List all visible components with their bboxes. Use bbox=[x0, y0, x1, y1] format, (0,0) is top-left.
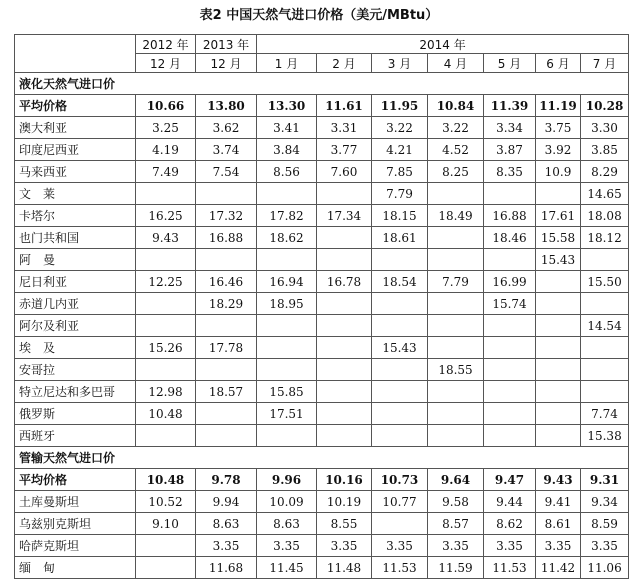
price-cell: 16.25 bbox=[136, 205, 196, 227]
price-cell: 11.53 bbox=[484, 557, 536, 579]
price-cell: 8.62 bbox=[484, 513, 536, 535]
price-cell bbox=[196, 403, 257, 425]
price-cell: 11.48 bbox=[317, 557, 372, 579]
price-cell bbox=[257, 183, 317, 205]
price-cell: 9.47 bbox=[484, 469, 536, 491]
country-row bbox=[15, 513, 629, 535]
price-cell: 18.08 bbox=[581, 205, 629, 227]
price-cell: 9.96 bbox=[257, 469, 317, 491]
price-cell: 8.61 bbox=[536, 513, 581, 535]
price-cell bbox=[536, 403, 581, 425]
price-cell: 9.94 bbox=[196, 491, 257, 513]
price-cell bbox=[536, 315, 581, 337]
price-cell: 15.50 bbox=[581, 271, 629, 293]
price-cell: 9.44 bbox=[484, 491, 536, 513]
price-cell bbox=[428, 293, 484, 315]
price-cell bbox=[581, 249, 629, 271]
average-price-label: 平均价格 bbox=[15, 469, 136, 491]
price-cell bbox=[536, 271, 581, 293]
price-cell bbox=[372, 359, 428, 381]
gas-price-table bbox=[14, 34, 629, 579]
price-cell: 3.35 bbox=[372, 535, 428, 557]
price-cell: 17.82 bbox=[257, 205, 317, 227]
price-cell bbox=[136, 359, 196, 381]
country-name: 西班牙 bbox=[15, 425, 136, 447]
country-name: 马来西亚 bbox=[15, 161, 136, 183]
country-row bbox=[15, 249, 629, 271]
country-name: 特立尼达和多巴哥 bbox=[15, 381, 136, 403]
price-cell bbox=[136, 315, 196, 337]
price-cell: 18.49 bbox=[428, 205, 484, 227]
country-name: 卡塔尔 bbox=[15, 205, 136, 227]
price-cell: 3.35 bbox=[484, 535, 536, 557]
country-row bbox=[15, 139, 629, 161]
country-row bbox=[15, 293, 629, 315]
price-cell: 9.34 bbox=[581, 491, 629, 513]
price-cell: 18.15 bbox=[372, 205, 428, 227]
price-cell bbox=[484, 359, 536, 381]
price-cell: 18.29 bbox=[196, 293, 257, 315]
price-cell bbox=[372, 315, 428, 337]
price-cell bbox=[536, 359, 581, 381]
price-cell: 3.85 bbox=[581, 139, 629, 161]
price-cell: 4.52 bbox=[428, 139, 484, 161]
price-cell bbox=[196, 249, 257, 271]
price-cell: 11.61 bbox=[317, 95, 372, 117]
table-body bbox=[15, 35, 629, 579]
price-cell: 10.48 bbox=[136, 403, 196, 425]
header-month: 12 月 bbox=[196, 54, 257, 73]
price-cell: 14.65 bbox=[581, 183, 629, 205]
price-cell: 4.21 bbox=[372, 139, 428, 161]
section-header-row bbox=[15, 73, 629, 95]
price-cell: 18.61 bbox=[372, 227, 428, 249]
price-cell: 3.34 bbox=[484, 117, 536, 139]
price-cell: 10.48 bbox=[136, 469, 196, 491]
price-cell bbox=[317, 227, 372, 249]
price-cell: 11.45 bbox=[257, 557, 317, 579]
price-cell: 12.98 bbox=[136, 381, 196, 403]
country-name: 缅 甸 bbox=[15, 557, 136, 579]
country-row bbox=[15, 381, 629, 403]
country-name: 也门共和国 bbox=[15, 227, 136, 249]
country-name: 埃 及 bbox=[15, 337, 136, 359]
country-row bbox=[15, 535, 629, 557]
price-cell: 8.25 bbox=[428, 161, 484, 183]
price-cell: 17.61 bbox=[536, 205, 581, 227]
country-row bbox=[15, 557, 629, 579]
price-cell: 10.66 bbox=[136, 95, 196, 117]
price-cell bbox=[136, 249, 196, 271]
price-cell bbox=[484, 381, 536, 403]
price-cell bbox=[428, 337, 484, 359]
country-row bbox=[15, 359, 629, 381]
price-cell bbox=[484, 403, 536, 425]
price-cell bbox=[428, 249, 484, 271]
country-row bbox=[15, 227, 629, 249]
price-cell: 10.77 bbox=[372, 491, 428, 513]
header-year-2014: 2014 年 bbox=[257, 35, 629, 54]
price-cell bbox=[372, 381, 428, 403]
country-row bbox=[15, 205, 629, 227]
price-cell: 8.63 bbox=[257, 513, 317, 535]
price-cell: 10.09 bbox=[257, 491, 317, 513]
price-cell bbox=[196, 425, 257, 447]
country-name: 哈萨克斯坦 bbox=[15, 535, 136, 557]
price-cell: 9.41 bbox=[536, 491, 581, 513]
price-cell: 3.92 bbox=[536, 139, 581, 161]
price-cell: 10.73 bbox=[372, 469, 428, 491]
header-month: 3 月 bbox=[372, 54, 428, 73]
price-cell: 9.58 bbox=[428, 491, 484, 513]
country-name: 安哥拉 bbox=[15, 359, 136, 381]
price-cell: 3.77 bbox=[317, 139, 372, 161]
price-cell: 11.53 bbox=[372, 557, 428, 579]
price-cell bbox=[428, 381, 484, 403]
price-cell bbox=[484, 315, 536, 337]
price-cell bbox=[536, 293, 581, 315]
price-cell: 16.78 bbox=[317, 271, 372, 293]
price-cell bbox=[257, 337, 317, 359]
price-cell: 3.84 bbox=[257, 139, 317, 161]
price-cell: 11.59 bbox=[428, 557, 484, 579]
price-cell bbox=[372, 425, 428, 447]
price-cell bbox=[136, 557, 196, 579]
price-cell: 7.49 bbox=[136, 161, 196, 183]
price-cell bbox=[317, 359, 372, 381]
country-row bbox=[15, 315, 629, 337]
price-cell: 7.85 bbox=[372, 161, 428, 183]
country-name: 澳大利亚 bbox=[15, 117, 136, 139]
price-cell: 14.54 bbox=[581, 315, 629, 337]
price-cell: 8.59 bbox=[581, 513, 629, 535]
price-cell: 18.57 bbox=[196, 381, 257, 403]
price-cell: 18.54 bbox=[372, 271, 428, 293]
price-cell: 17.78 bbox=[196, 337, 257, 359]
price-cell: 11.39 bbox=[484, 95, 536, 117]
price-cell: 15.74 bbox=[484, 293, 536, 315]
table-title: 表2 中国天然气进口价格（美元/MBtu） bbox=[199, 8, 439, 23]
section-label: 液化天然气进口价 bbox=[15, 73, 629, 95]
price-cell bbox=[428, 403, 484, 425]
price-cell bbox=[136, 425, 196, 447]
average-price-row bbox=[15, 469, 629, 491]
section-label: 管输天然气进口价 bbox=[15, 447, 629, 469]
price-cell bbox=[484, 183, 536, 205]
price-cell: 3.22 bbox=[428, 117, 484, 139]
price-cell bbox=[136, 183, 196, 205]
price-cell: 15.58 bbox=[536, 227, 581, 249]
price-cell: 7.60 bbox=[317, 161, 372, 183]
price-cell: 3.41 bbox=[257, 117, 317, 139]
price-cell bbox=[257, 315, 317, 337]
price-cell: 11.06 bbox=[581, 557, 629, 579]
price-cell bbox=[196, 315, 257, 337]
price-cell: 8.55 bbox=[317, 513, 372, 535]
country-name: 赤道几内亚 bbox=[15, 293, 136, 315]
price-cell: 13.80 bbox=[196, 95, 257, 117]
average-price-row bbox=[15, 95, 629, 117]
price-cell: 15.43 bbox=[372, 337, 428, 359]
price-cell: 7.79 bbox=[428, 271, 484, 293]
price-cell: 3.22 bbox=[372, 117, 428, 139]
price-cell bbox=[536, 381, 581, 403]
header-month: 12 月 bbox=[136, 54, 196, 73]
price-cell: 16.88 bbox=[196, 227, 257, 249]
price-cell: 3.35 bbox=[581, 535, 629, 557]
price-cell: 8.57 bbox=[428, 513, 484, 535]
country-name: 阿 曼 bbox=[15, 249, 136, 271]
country-name: 阿尔及利亚 bbox=[15, 315, 136, 337]
country-name: 俄罗斯 bbox=[15, 403, 136, 425]
price-cell: 9.64 bbox=[428, 469, 484, 491]
price-cell: 10.84 bbox=[428, 95, 484, 117]
price-cell: 13.30 bbox=[257, 95, 317, 117]
country-row bbox=[15, 117, 629, 139]
price-cell: 16.46 bbox=[196, 271, 257, 293]
price-cell bbox=[136, 293, 196, 315]
price-cell bbox=[257, 425, 317, 447]
country-row bbox=[15, 425, 629, 447]
price-cell: 17.34 bbox=[317, 205, 372, 227]
country-row bbox=[15, 491, 629, 513]
price-cell: 15.38 bbox=[581, 425, 629, 447]
price-cell bbox=[428, 183, 484, 205]
price-cell bbox=[484, 249, 536, 271]
price-cell bbox=[372, 403, 428, 425]
country-name: 文 莱 bbox=[15, 183, 136, 205]
price-cell: 10.28 bbox=[581, 95, 629, 117]
country-row bbox=[15, 337, 629, 359]
price-cell bbox=[317, 425, 372, 447]
price-cell: 3.35 bbox=[428, 535, 484, 557]
country-name: 印度尼西亚 bbox=[15, 139, 136, 161]
price-cell bbox=[581, 337, 629, 359]
price-cell bbox=[257, 359, 317, 381]
price-cell: 15.43 bbox=[536, 249, 581, 271]
price-cell: 3.35 bbox=[196, 535, 257, 557]
header-month: 2 月 bbox=[317, 54, 372, 73]
price-cell: 15.85 bbox=[257, 381, 317, 403]
price-cell: 17.32 bbox=[196, 205, 257, 227]
price-cell: 3.87 bbox=[484, 139, 536, 161]
price-cell: 3.35 bbox=[257, 535, 317, 557]
price-cell bbox=[257, 249, 317, 271]
price-cell: 9.78 bbox=[196, 469, 257, 491]
price-cell bbox=[136, 535, 196, 557]
price-cell bbox=[536, 425, 581, 447]
price-cell: 7.54 bbox=[196, 161, 257, 183]
country-name: 尼日利亚 bbox=[15, 271, 136, 293]
price-cell: 8.56 bbox=[257, 161, 317, 183]
header-month: 4 月 bbox=[428, 54, 484, 73]
price-cell: 9.10 bbox=[136, 513, 196, 535]
price-cell bbox=[372, 249, 428, 271]
price-cell: 18.12 bbox=[581, 227, 629, 249]
price-cell: 18.46 bbox=[484, 227, 536, 249]
country-row bbox=[15, 183, 629, 205]
price-cell: 16.99 bbox=[484, 271, 536, 293]
price-cell: 10.52 bbox=[136, 491, 196, 513]
price-cell: 16.94 bbox=[257, 271, 317, 293]
price-cell bbox=[196, 183, 257, 205]
price-cell: 18.95 bbox=[257, 293, 317, 315]
header-row-years bbox=[15, 35, 629, 54]
price-cell: 10.19 bbox=[317, 491, 372, 513]
price-cell bbox=[581, 381, 629, 403]
price-cell: 3.35 bbox=[317, 535, 372, 557]
price-cell: 17.51 bbox=[257, 403, 317, 425]
price-cell bbox=[317, 403, 372, 425]
country-name: 土库曼斯坦 bbox=[15, 491, 136, 513]
header-month: 7 月 bbox=[581, 54, 629, 73]
price-cell bbox=[196, 359, 257, 381]
price-cell bbox=[317, 337, 372, 359]
price-cell: 11.68 bbox=[196, 557, 257, 579]
price-cell bbox=[428, 227, 484, 249]
price-cell: 12.25 bbox=[136, 271, 196, 293]
price-cell: 8.35 bbox=[484, 161, 536, 183]
price-cell: 11.95 bbox=[372, 95, 428, 117]
price-cell bbox=[317, 293, 372, 315]
price-cell: 3.30 bbox=[581, 117, 629, 139]
price-cell: 7.74 bbox=[581, 403, 629, 425]
price-cell bbox=[484, 337, 536, 359]
price-cell bbox=[372, 293, 428, 315]
price-cell bbox=[536, 337, 581, 359]
price-cell bbox=[317, 249, 372, 271]
header-month: 5 月 bbox=[484, 54, 536, 73]
price-cell: 16.88 bbox=[484, 205, 536, 227]
price-cell bbox=[428, 425, 484, 447]
price-cell: 3.62 bbox=[196, 117, 257, 139]
price-cell: 4.19 bbox=[136, 139, 196, 161]
price-cell: 3.75 bbox=[536, 117, 581, 139]
price-cell bbox=[581, 359, 629, 381]
price-cell: 3.74 bbox=[196, 139, 257, 161]
price-cell bbox=[536, 183, 581, 205]
price-cell: 15.26 bbox=[136, 337, 196, 359]
header-year-2013: 2013 年 bbox=[196, 35, 257, 54]
price-cell bbox=[317, 183, 372, 205]
price-cell: 11.42 bbox=[536, 557, 581, 579]
price-cell bbox=[428, 315, 484, 337]
price-cell: 10.9 bbox=[536, 161, 581, 183]
price-cell: 10.16 bbox=[317, 469, 372, 491]
country-name: 乌兹别克斯坦 bbox=[15, 513, 136, 535]
price-cell bbox=[372, 513, 428, 535]
price-cell: 7.79 bbox=[372, 183, 428, 205]
country-row bbox=[15, 161, 629, 183]
country-row bbox=[15, 271, 629, 293]
price-cell: 9.31 bbox=[581, 469, 629, 491]
header-month: 1 月 bbox=[257, 54, 317, 73]
price-cell: 18.55 bbox=[428, 359, 484, 381]
price-cell: 9.43 bbox=[136, 227, 196, 249]
price-cell bbox=[317, 315, 372, 337]
price-cell: 18.62 bbox=[257, 227, 317, 249]
price-cell: 8.29 bbox=[581, 161, 629, 183]
price-cell bbox=[317, 381, 372, 403]
country-row bbox=[15, 403, 629, 425]
price-cell: 3.35 bbox=[536, 535, 581, 557]
header-corner-cell bbox=[15, 35, 136, 73]
price-cell: 8.63 bbox=[196, 513, 257, 535]
section-header-row bbox=[15, 447, 629, 469]
price-cell: 9.43 bbox=[536, 469, 581, 491]
header-month: 6 月 bbox=[536, 54, 581, 73]
average-price-label: 平均价格 bbox=[15, 95, 136, 117]
price-cell: 3.31 bbox=[317, 117, 372, 139]
price-cell: 3.25 bbox=[136, 117, 196, 139]
price-cell: 11.19 bbox=[536, 95, 581, 117]
header-year-2012: 2012 年 bbox=[136, 35, 196, 54]
price-cell bbox=[581, 293, 629, 315]
price-cell bbox=[484, 425, 536, 447]
